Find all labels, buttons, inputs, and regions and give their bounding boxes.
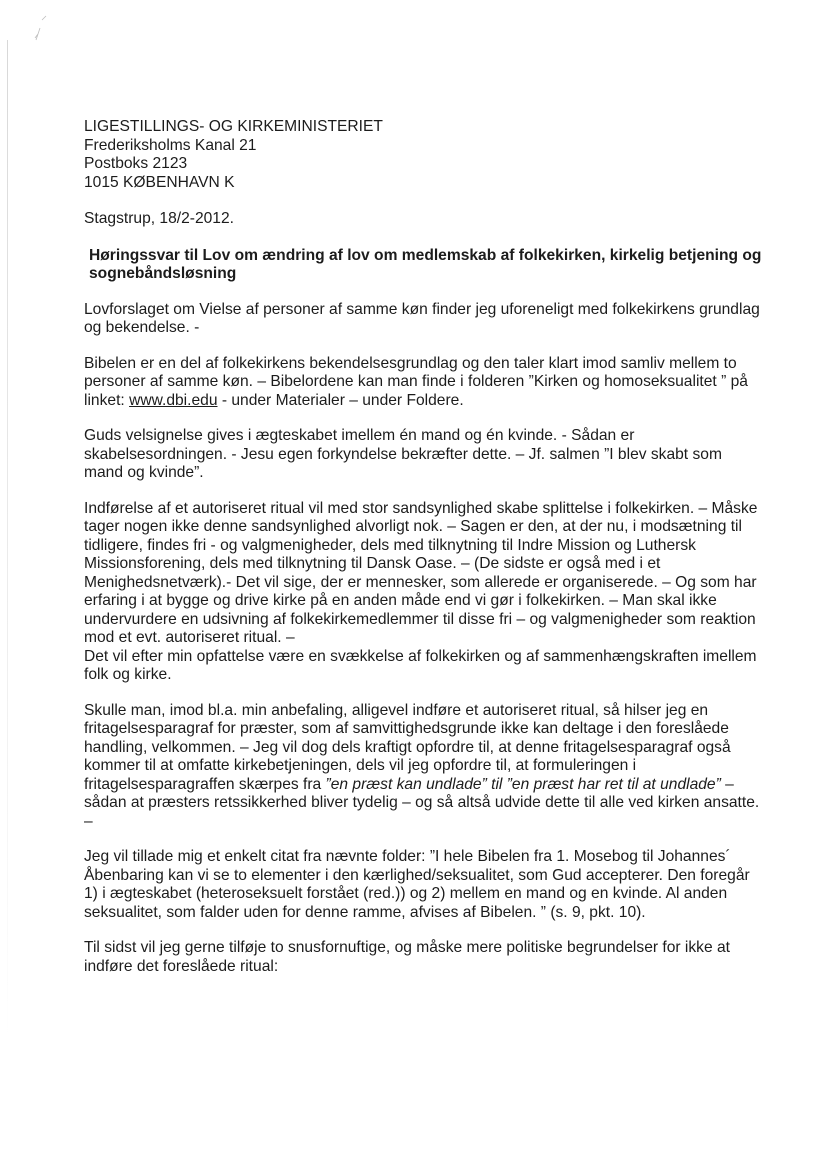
- paragraph-1: Lovforslaget om Vielse af personer af samme køn finder jeg uforeneligt med folkekirkens grundlag og bekendelse. -: [84, 300, 760, 336]
- paragraph-6: Jeg vil tillade mig et enkelt citat fra nævnte folder: ”I hele Bibelen fra 1. Mosebog til Johannes´ Åbenbaring kan vi se to elementer i den kærlighed/seksualitet, som Gud accepterer. Den foregår 1) i ægteskabet (heteroseksuelt forstået (red.)) og 2) mellem en mand og en kvinde. Al anden seksualitet, som falder uden for denne ramme, afvises af Bibelen. ” (s. 9, pkt. 10).: [84, 848, 750, 921]
- address-street: Frederiksholms Kanal 21: [84, 136, 257, 154]
- scan-mark-icon: [32, 14, 54, 42]
- address-city: 1015 KØBENHAVN K: [84, 173, 235, 191]
- paragraph-5-quote: ”en præst kan undlade” til ”en præst har ret til at undlade”: [325, 775, 721, 793]
- paragraph-2-tail: - under Materialer – under Foldere.: [217, 391, 464, 409]
- paragraph-5-text: Skulle man, imod bl.a. min anbefaling, alligevel indføre et autoriseret ritual, så hilser jeg en fritagelsesparagraf for præster, som af samvittighedsgrunde ikke kan deltage i den foreslåede handling, velkommen. – Jeg vil dog dels kraftigt opfordre til, at denne fritagelsesparagraf også kommer til at omfatte kirkebetjeningen, dels vil jeg opfordre til, at formuleringen i fritagelsesparagraffen skærpes fra: [84, 701, 731, 793]
- paragraph-4-conclusion: Det vil efter min opfattelse være en svækkelse af folkekirken og af sammenhængskraften imellem folk og kirke.: [84, 647, 757, 683]
- paragraph-3: Guds velsignelse gives i ægteskabet imellem én mand og én kvinde. - Sådan er skabelsesordningen. - Jesu egen forkyndelse bekræfter dette. – Jf. salmen ”I blev skabt som mand og kvinde”.: [84, 427, 722, 481]
- address-pobox: Postboks 2123: [84, 155, 188, 172]
- address-ministry: LIGESTILLINGS- OG KIRKEMINISTERIET: [84, 118, 383, 135]
- paragraph-2: [84, 355, 764, 411]
- recipient-address: [84, 118, 764, 192]
- scan-edge: [7, 40, 8, 1040]
- paragraph-4-main: Indførelse af et autoriseret ritual vil med stor sandsynlighed skabe splittelse i folkekirken. – Måske tager nogen ikke denne sandsynlighed alvorligt nok. – Sagen er den, at der nu, i modsætning til tidligere, findes fri - og valgmenigheder, dels med tilknytning til Indre Mission og Luthersk Missionsforening, dels med tilknytning til Dansk Oase. – (De sidste er også med i et Menighedsnetværk).- Det vil sige, der er mennesker, som allerede er organiserede. – Og som har erfaring i at bygge og drive kirke på en anden måde end vi gør i folkekirken. – Man skal ikke undervurdere en udsivning af folkekirkemedlemmer til disse fri – og valgmenigheder som reaktion mod et evt. autoriseret ritual. –: [84, 499, 758, 646]
- paragraph-7: Til sidst vil jeg gerne tilføje to snusfornuftige, og måske mere politiske begrundelser for ikke at indføre det foreslåede ritual:: [84, 939, 730, 975]
- letter-page: [84, 118, 764, 976]
- subject-heading: Høringssvar til Lov om ændring af lov om medlemskab af folkekirken, kirkelig betjening og sognebåndsløsning: [89, 246, 762, 282]
- paragraph-5-tail: – sådan at præsters retssikkerhed bliver tydelig – og så altså udvide dette til alle ved kirken ansatte. –: [84, 775, 760, 830]
- dbi-link[interactable]: www.dbi.edu: [129, 391, 218, 409]
- paragraph-5: [84, 702, 764, 832]
- date-line: Stagstrup, 18/2-2012.: [84, 210, 234, 227]
- paragraph-4: [84, 500, 764, 685]
- paragraph-2-text: Bibelen er en del af folkekirkens bekendelsesgrundlag og den taler klart imod samliv mellem to personer af samme køn. – Bibelordene kan man finde i folderen ”Kirken og homoseksualitet ” på linket:: [84, 354, 748, 409]
